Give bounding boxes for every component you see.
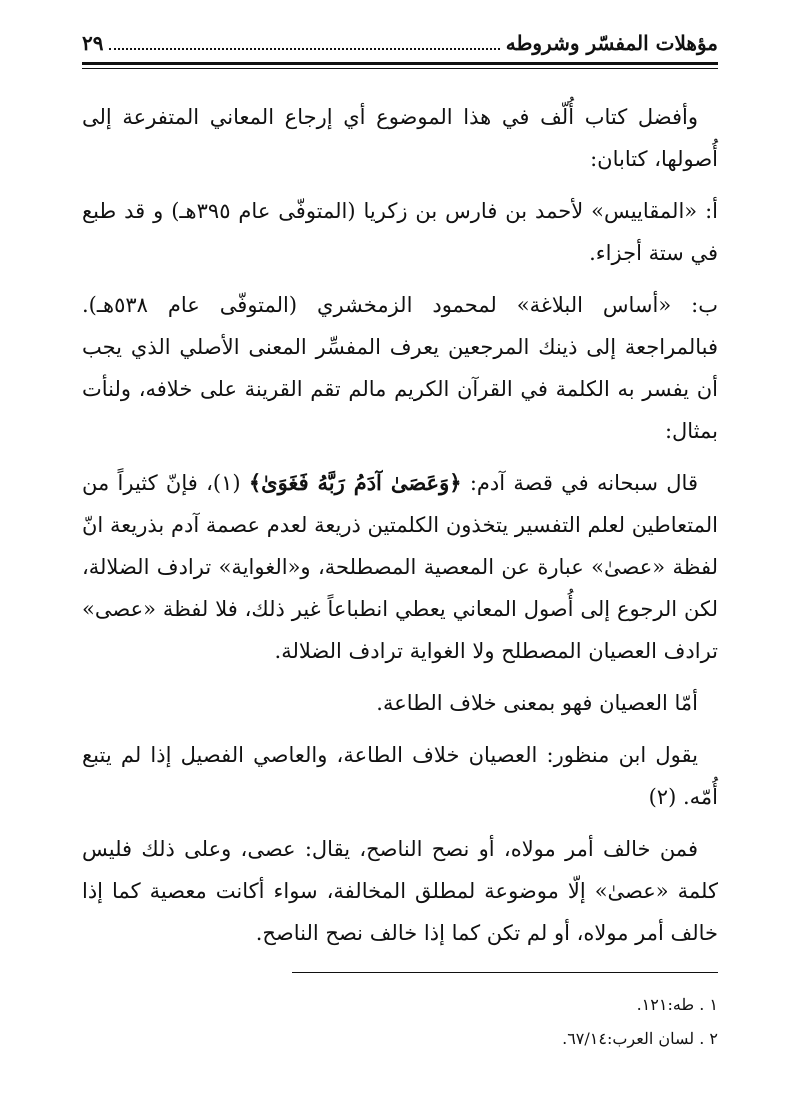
paragraph: أمّا العصيان فهو بمعنى خلاف الطاعة. <box>376 691 698 715</box>
header-rule-thick <box>82 62 718 65</box>
paragraph: ب: «أساس البلاغة» لمحمود الزمخشري (المتوفّى عام ٥٣٨هـ). فبالمراجعة إلى ذينك المرجعين يعرف المفسِّر المعنى الأصلي الذي يجب أن يفسر به الكلمة في القرآن الكريم مالم تقم القرينة على خلافه، ولنأت بمثال: <box>82 293 718 443</box>
running-header <box>82 28 718 58</box>
paragraph: وأفضل كتاب أُلّف في هذا الموضوع أي إرجاع المعاني المتفرعة إلى أُصولها، كتابان: <box>82 105 718 171</box>
footnote-ref: (٢) <box>648 785 677 809</box>
paragraph: أ: «المقاييس» لأحمد بن فارس بن زكريا (المتوفّى عام ٣٩٥هـ) و قد طبع في ستة أجزاء. <box>82 199 718 265</box>
paragraph-with-verse: قال سبحانه في قصة آدم: ﴿وَعَصَىٰ آدَمُ رَبَّهُ فَغَوَىٰ﴾ (١)، فإنّ كثيراً من المتعاطين لعلم التفسير يتخذون الكلمتين ذريعة لعدم عصمة آدم بذريعة انّ لفظة «عصىٰ» عبارة عن المعصية المصطلحة، و«الغواية» ترادف الضلالة، لكن الرجوع إلى أُصول المعاني يعطي انطباعاً غير ذلك، فلا لفظة «عصى» ترادف العصيان المصطلح ولا الغواية ترادف الضلالة. <box>82 470 718 663</box>
header-dot-leader <box>109 36 499 50</box>
quran-verse: ﴿وَعَصَىٰ آدَمُ رَبَّهُ فَغَوَىٰ﴾ <box>248 470 462 495</box>
footnote-separator <box>292 972 718 973</box>
footnotes <box>82 990 718 1058</box>
header-rule-thin <box>82 68 718 69</box>
paragraph-text: يقول ابن منظور: العصيان خلاف الطاعة، والعاصي الفصيل إذا لم يتبع أُمّه. <box>82 743 718 809</box>
paragraph: فمن خالف أمر مولاه، أو نصح الناصح، يقال: عصى، وعلى ذلك فليس كلمة «عصىٰ» إلّا موضوعة لمطلق المخالفة، سواء أكانت معصية كما إذا خالف أمر مولاه، أو لم تكن كما إذا خالف نصح الناصح. <box>82 837 718 945</box>
page-number: ٢٩ <box>82 31 104 55</box>
body-text <box>82 96 718 964</box>
footnote: ٢ . لسان العرب:٦٧/١٤. <box>562 1029 718 1048</box>
paragraph-with-footnote <box>82 734 718 818</box>
footnote: ١ . طه:١٢١. <box>636 995 718 1014</box>
verse-intro: قال سبحانه في قصة آدم: <box>469 471 698 495</box>
paragraph-continued: فإنّ كثيراً من المتعاطين لعلم التفسير يتخذون الكلمتين ذريعة لعدم عصمة آدم بذريعة انّ لفظة «عصىٰ» عبارة عن المعصية المصطلحة، و«الغواية» ترادف الضلالة، لكن الرجوع إلى أُصول المعاني يعطي انطباعاً غير ذلك، فلا لفظة «عصى» ترادف العصيان المصطلح ولا الغواية ترادف الضلالة. <box>82 471 718 663</box>
chapter-title: مؤهلات المفسّر وشروطه <box>505 31 718 55</box>
footnote-ref: (١) <box>212 471 241 495</box>
